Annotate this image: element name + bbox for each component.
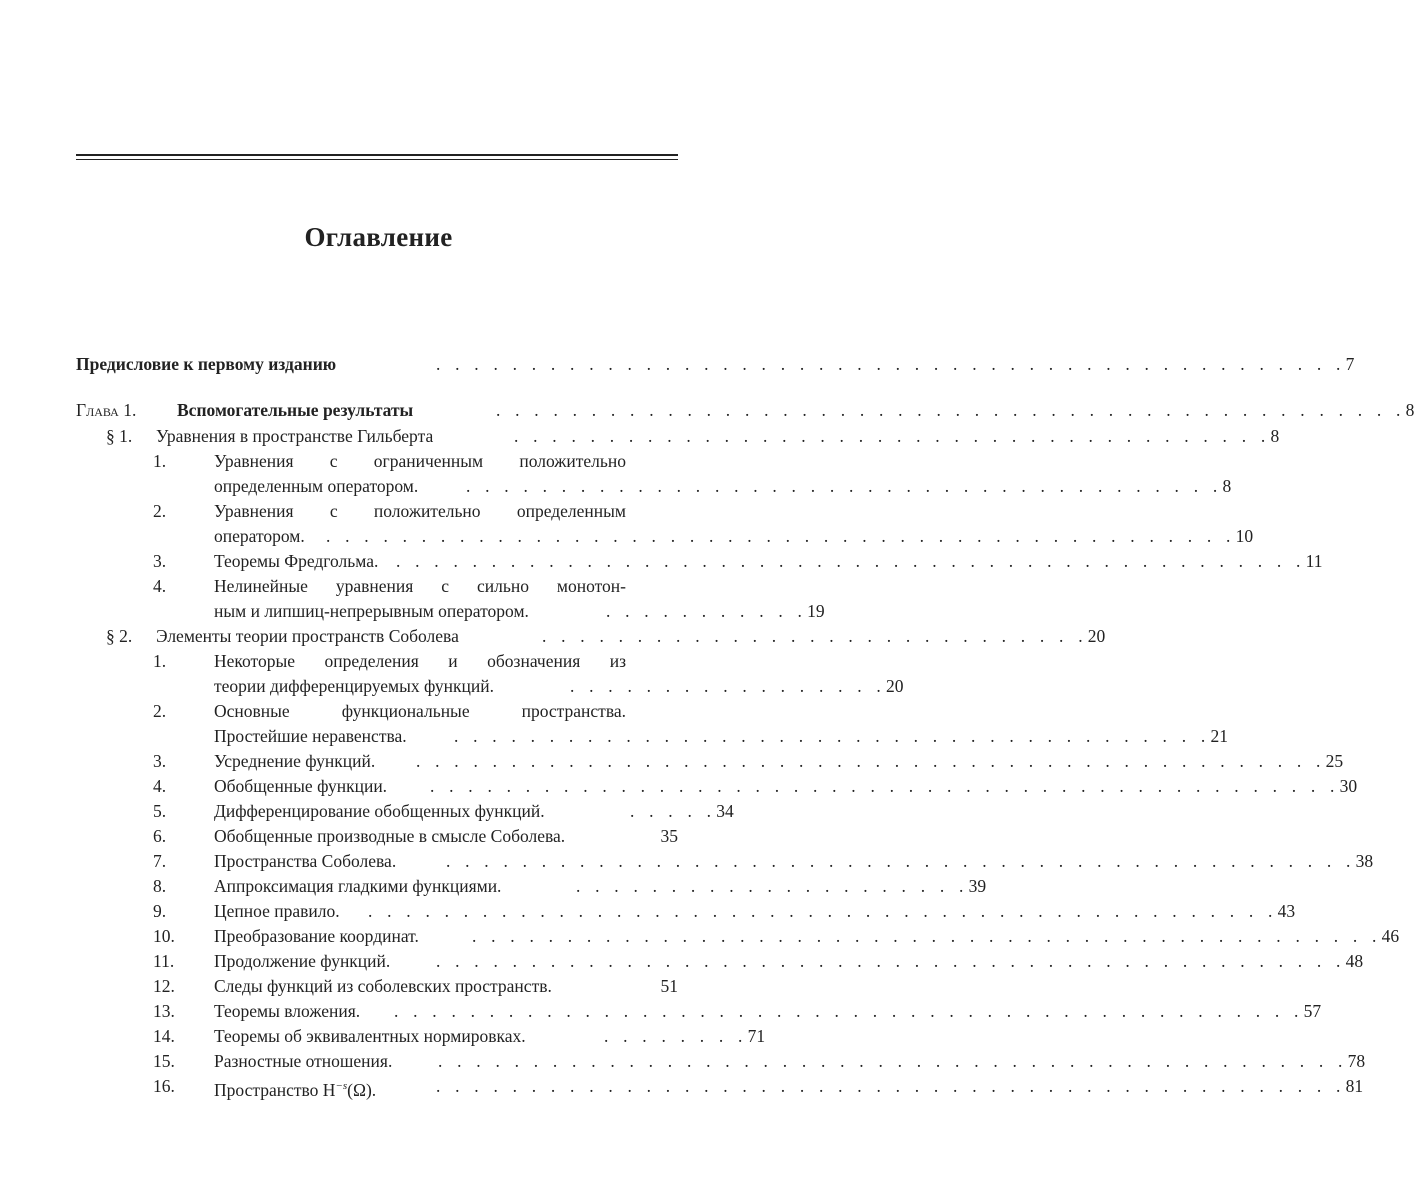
page-number: 39	[968, 876, 987, 896]
item-title: Уравнения с ограниченным положительно	[214, 451, 626, 471]
item-title: Уравнения с положительно определенным	[214, 501, 626, 521]
chapter-label: Глава 1.	[76, 400, 137, 420]
item-number: 9.	[153, 901, 167, 921]
item-title-cont: ным и липшиц-непрерывным оператором.	[214, 601, 529, 621]
item-title	[214, 1074, 376, 1102]
item-number: 4.	[153, 576, 167, 596]
toc-item[interactable]	[76, 974, 678, 998]
item-number: 4.	[153, 776, 167, 796]
section-title: Элементы теории пространств Соболева	[156, 626, 459, 646]
item-title-tail: (Ω).	[347, 1079, 377, 1100]
page-number: 21	[1210, 726, 1228, 746]
dot-leader: . . . . . . . . . . . . . . . . . . . . . . . . . . . . . . . . . . . . . . . . . . . . . . . .	[394, 1001, 1304, 1021]
item-title-cont: теории дифференцируемых функций.	[214, 676, 494, 696]
item-title: Дифференцирование обобщенных функций.	[214, 801, 545, 821]
toc-item[interactable]	[76, 1074, 1364, 1100]
toc-item[interactable]	[76, 1024, 766, 1048]
dot-leader: . . . . . . . . . . . . . . . . . . . . . . . . . . . . . . . . . . . . . . . . . . . . . . . .	[326, 526, 1236, 546]
item-title: Следы функций из соболевских пространств.	[214, 976, 552, 996]
item-title-text: Пространство H	[214, 1079, 336, 1100]
dot-leader: . . . . . . . . . . . . . . . . . . . . . . . . . . . . . . . . . . . . . . . . . . . . . . . .	[472, 926, 1382, 946]
section-title: Уравнения в пространстве Гильберта	[156, 426, 434, 446]
toc-item[interactable]	[76, 924, 1400, 948]
top-rule-thin	[76, 159, 678, 160]
toc-item[interactable]	[76, 749, 1344, 773]
dot-leader: . . . . . . . . . . . . . . . . . . . . . . . . . . . . . . . . . . . . . . . .	[466, 476, 1223, 496]
page-number: 7	[1345, 354, 1355, 374]
toc-item[interactable]	[76, 999, 1322, 1023]
item-number: 16.	[153, 1076, 175, 1096]
item-title-cont: определенным оператором.	[214, 476, 419, 496]
item-title: Теоремы об эквивалентных нормировках.	[214, 1026, 526, 1046]
page-number: 71	[747, 1026, 766, 1046]
item-number: 14.	[153, 1026, 175, 1046]
dot-leader: . . . . . . . . . . . . . . . . . . . . . . . . . . . . . . . . . . . . . . . . . . . . . . . .	[446, 851, 1356, 871]
item-title: Теоремы вложения.	[214, 1001, 361, 1021]
toc-item-continuation[interactable]	[76, 724, 1228, 748]
page-number: 34	[716, 801, 734, 821]
page-number: 51	[660, 976, 678, 996]
toc-item[interactable]	[76, 699, 678, 723]
item-number: 2.	[153, 501, 167, 521]
page-number: 19	[807, 601, 825, 621]
dot-leader: . . . . . . . . . . . . . . . . . . . . . . . . . . . . . . . . . . . . . . . . . . . . . . . .	[396, 551, 1306, 571]
dot-leader: . . . . . . . . . . . . . . . . . . . . . . . . . . . . . . . . . . . . . . . . . . . . . . . .	[496, 400, 1406, 420]
toc-item-continuation[interactable]	[76, 674, 904, 698]
toc-preface[interactable]	[76, 352, 1355, 376]
top-rule	[76, 154, 678, 156]
item-number: 11.	[153, 951, 175, 971]
section-number: § 1.	[106, 426, 133, 446]
dot-leader: . . . . . . . . . . . . . . . . . . . . . . . . . . . . . . . . . . . . . . . . . . . . . . . .	[436, 1076, 1346, 1096]
toc-item[interactable]	[76, 849, 1374, 873]
toc-item[interactable]	[76, 549, 1323, 573]
toc-item[interactable]	[76, 799, 734, 823]
toc-item-continuation[interactable]	[76, 474, 1232, 498]
dot-leader: . . . . . . . . . . . . . . . . .	[570, 676, 886, 696]
toc-item[interactable]	[76, 874, 987, 898]
page-number: 35	[660, 826, 678, 846]
dot-leader: . . . . . . . . . . . . . . . . . . . . . . . . . . . . . . . . . . . . . . . . . . . . . . . .	[416, 751, 1326, 771]
page-number: 8	[1405, 400, 1414, 420]
item-number: 3.	[153, 751, 167, 771]
item-title-cont: Простейшие неравенства.	[214, 726, 407, 746]
toc-section[interactable]	[76, 624, 1106, 648]
page-number: 48	[1345, 951, 1364, 971]
toc-preface-title: Предисловие к первому изданию	[76, 354, 337, 374]
page-title: Оглавление	[304, 222, 453, 252]
item-title: Обобщенные производные в смысле Соболева.	[214, 826, 566, 846]
dot-leader: . . . . . . . . . . . . . . . . . . . . . . . . . . . . . . . . . . . . . . . . . . . . . . . .	[430, 776, 1340, 796]
item-number: 2.	[153, 701, 167, 721]
toc-item[interactable]	[76, 649, 678, 673]
page-number: 20	[885, 676, 904, 696]
toc-item[interactable]	[76, 824, 678, 848]
item-number: 5.	[153, 801, 167, 821]
item-number: 8.	[153, 876, 167, 896]
dot-leader: . . . . . . . . . . . . . . . . . . . . . . . . . . . . . . . . . . . . . . . . . . . . . . . .	[438, 1051, 1348, 1071]
toc-item-continuation[interactable]	[76, 524, 1254, 548]
page-number: 10	[1235, 526, 1254, 546]
toc-item[interactable]	[76, 1049, 1366, 1073]
page-number: 30	[1339, 776, 1358, 796]
item-title: Продолжение функций.	[214, 951, 391, 971]
toc-section[interactable]	[76, 424, 1280, 448]
page-number: 8	[1270, 426, 1280, 446]
dot-leader: . . . . . . . .	[604, 1026, 748, 1046]
item-number: 3.	[153, 551, 167, 571]
page-number: 46	[1381, 926, 1400, 946]
page-number: 78	[1347, 1051, 1366, 1071]
item-title: Пространства Соболева.	[214, 851, 397, 871]
item-title: Основные функциональные пространства.	[214, 701, 626, 721]
page-number: 11	[1305, 551, 1323, 571]
toc-item[interactable]	[76, 449, 678, 473]
dot-leader: . . . . . . . . . . . . . . . . . . . . . . . . . . . . . . . . . . . . . . . . . . . . . . . .	[436, 354, 1346, 374]
item-number: 7.	[153, 851, 167, 871]
item-number: 13.	[153, 1001, 175, 1021]
dot-leader: . . . . . . . . . . . . . . . . . . . . . . . . . . . . .	[542, 626, 1088, 646]
item-number: 10.	[153, 926, 175, 946]
item-title: Разностные отношения.	[214, 1051, 393, 1071]
page-number: 38	[1355, 851, 1374, 871]
item-number: 12.	[153, 976, 175, 996]
item-title: Преобразование координат.	[214, 926, 419, 946]
dot-leader: . . . . . . . . . . . . . . . . . . . . .	[576, 876, 969, 896]
item-title: Цепное правило.	[214, 901, 340, 921]
dot-leader: . . . . . . . . . . . . . . . . . . . . . . . . . . . . . . . . . . . . . . . .	[514, 426, 1271, 446]
toc-item-continuation[interactable]	[76, 599, 825, 623]
dot-leader: . . . . . . . . . . . . . . . . . . . . . . . . . . . . . . . . . . . . . . . . . . . . . . . .	[436, 951, 1346, 971]
dot-leader: . . . . . . . . . . .	[606, 601, 808, 621]
page-number: 25	[1325, 751, 1344, 771]
item-title: Теоремы Фредгольма.	[214, 551, 379, 571]
item-number: 15.	[153, 1051, 175, 1071]
item-title: Усреднение функций.	[214, 751, 376, 771]
page-number: 8	[1222, 476, 1232, 496]
toc-chapter[interactable]	[76, 398, 1414, 422]
chapter-title: Вспомогательные результаты	[177, 400, 414, 420]
toc-item[interactable]	[76, 949, 1364, 973]
item-title: Обобщенные функции.	[214, 776, 388, 796]
item-number: 1.	[153, 651, 167, 671]
item-title: Некоторые определения и обозначения из	[214, 651, 626, 671]
item-title: Аппроксимация гладкими функциями.	[214, 876, 502, 896]
item-title: Нелинейные уравнения с сильно монотон-	[214, 576, 626, 596]
dot-leader: . . . . . . . . . . . . . . . . . . . . . . . . . . . . . . . . . . . . . . . . . . . . . . . .	[368, 901, 1278, 921]
dot-leader: . . . . . . . . . . . . . . . . . . . . . . . . . . . . . . . . . . . . . . . .	[454, 726, 1211, 746]
page-number: 57	[1303, 1001, 1322, 1021]
dot-leader: . . . . .	[630, 801, 717, 821]
page-number: 43	[1277, 901, 1296, 921]
toc-item[interactable]	[76, 774, 1358, 798]
item-number: 1.	[153, 451, 167, 471]
toc-item[interactable]	[76, 574, 678, 598]
toc-item[interactable]	[76, 899, 1296, 923]
item-title-cont: оператором.	[214, 526, 305, 546]
section-number: § 2.	[106, 626, 133, 646]
toc-item[interactable]	[76, 499, 678, 523]
item-title-sup: −s	[335, 1080, 348, 1092]
item-number: 6.	[153, 826, 167, 846]
page-number: 81	[1345, 1076, 1364, 1096]
page-number: 20	[1087, 626, 1106, 646]
